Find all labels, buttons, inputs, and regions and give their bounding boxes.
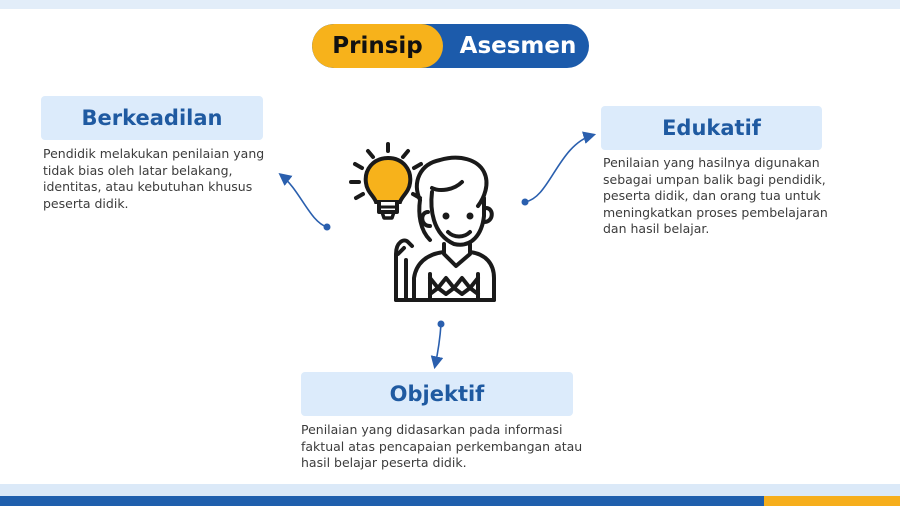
edukatif-heading: Edukatif [601,106,822,150]
arrow-to-berkeadilan [281,175,331,231]
title-asesmen: Asesmen [459,33,577,59]
berkeadilan-description: Pendidik melakukan penilaian yang tidak bias oleh latar belakang, identitas, atau kebutuhan khusus peserta didik. [43,146,265,211]
footer-light-band [0,484,900,496]
objektif-description: Penilaian yang didasarkan pada informasi faktual atas pencapaian perkembangan atau hasil belajar peserta didik. [301,422,583,470]
berkeadilan-heading: Berkeadilan [41,96,263,140]
arrow-to-objektif [435,321,445,367]
objektif-heading: Objektif [301,372,573,416]
arrow-to-edukatif [522,135,594,206]
title-prinsip: Prinsip [312,24,443,68]
top-border-strip [0,0,900,9]
title-pill [312,24,589,68]
edukatif-description: Penilaian yang hasilnya digunakan sebagai umpan balik bagi pendidik, peserta didik, dan orang tua untuk meningkatkan proses pembelajaran dan hasil belajar. [603,155,828,236]
person-with-lightbulb-icon [346,142,496,304]
footer-orange-band [764,496,900,506]
footer-blue-band [0,496,764,506]
